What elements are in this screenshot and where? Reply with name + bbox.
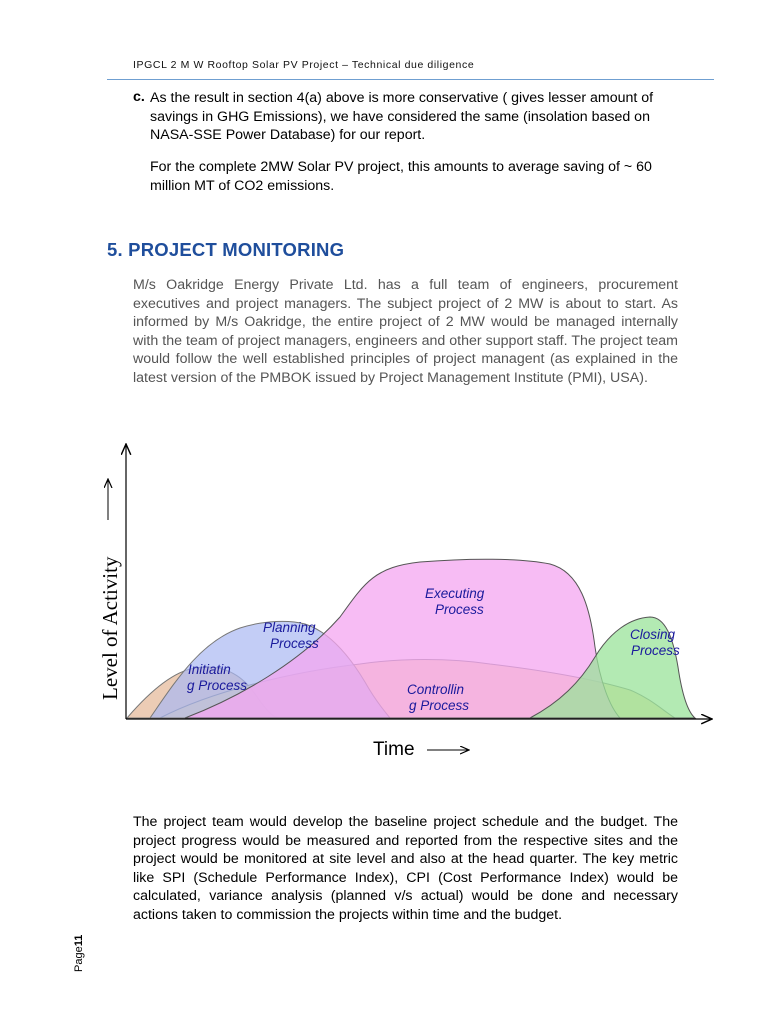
controlling-process-label-line2: g Process bbox=[409, 698, 470, 713]
y-axis-label: Level of Activity bbox=[98, 556, 122, 700]
planning-process-label-line2: Process bbox=[270, 636, 319, 651]
planning-process-label-line1: Planning bbox=[263, 620, 316, 635]
executing-process-label-line2: Process bbox=[435, 602, 484, 617]
running-header: IPGCL 2 M W Rooftop Solar PV Project – Technical due diligence bbox=[133, 59, 475, 71]
controlling-process-label-line1: Controllin bbox=[407, 682, 465, 697]
closing-process-label-line1: Closing bbox=[630, 627, 676, 642]
initiating-process-label-line1: Initiatin bbox=[188, 662, 231, 677]
process-groups-figure bbox=[90, 432, 730, 777]
monitoring-closing-paragraph: The project team would develop the baseline project schedule and the budget. The project progress would be measured and reported from the respective sites and the project would be monitored at site level and also at the head quarter. The key metric like SPI (Schedule Performance Index), CPI (Cost Performance Index) would be calculated, variance analysis (planned v/s actual) would be done and necessary actions taken to commission the projects within time and the budget. bbox=[133, 814, 678, 923]
item-c-text: As the result in section 4(a) above is more conservative ( gives lesser amount of savings in GHG Emissions), we have considered the same (insolation based on NASA-SSE Power Database) for our report. bbox=[150, 90, 654, 144]
header-rule bbox=[107, 79, 714, 80]
page-number-value: 11 bbox=[73, 934, 85, 947]
x-axis-label: Time bbox=[373, 739, 415, 760]
co2-summary: For the complete 2MW Solar PV project, this amounts to average saving of ~ 60 million MT of CO2 emissions. bbox=[150, 159, 652, 194]
closing-process-label-line2: Process bbox=[631, 643, 680, 658]
monitoring-intro-paragraph: M/s Oakridge Energy Private Ltd. has a full team of engineers, procurement executives and project managers. The subject project of 2 MW is about to start. As informed by M/s Oakridge, the entire project of 2 MW would be managed internally with the team of project managers, engineers and other support staff. The project team would follow the well established principles of project managent (as explained in the latest version of the PMBOK issued by Project Management Institute (PMI), USA). bbox=[133, 277, 678, 386]
page-number bbox=[73, 935, 85, 972]
initiating-process-label-line2: g Process bbox=[187, 678, 248, 693]
page-prefix: Page bbox=[73, 946, 85, 972]
section-heading-project-monitoring: 5. PROJECT MONITORING bbox=[107, 239, 345, 260]
executing-process-label-line1: Executing bbox=[425, 586, 485, 601]
item-c-label: c. bbox=[133, 89, 145, 105]
